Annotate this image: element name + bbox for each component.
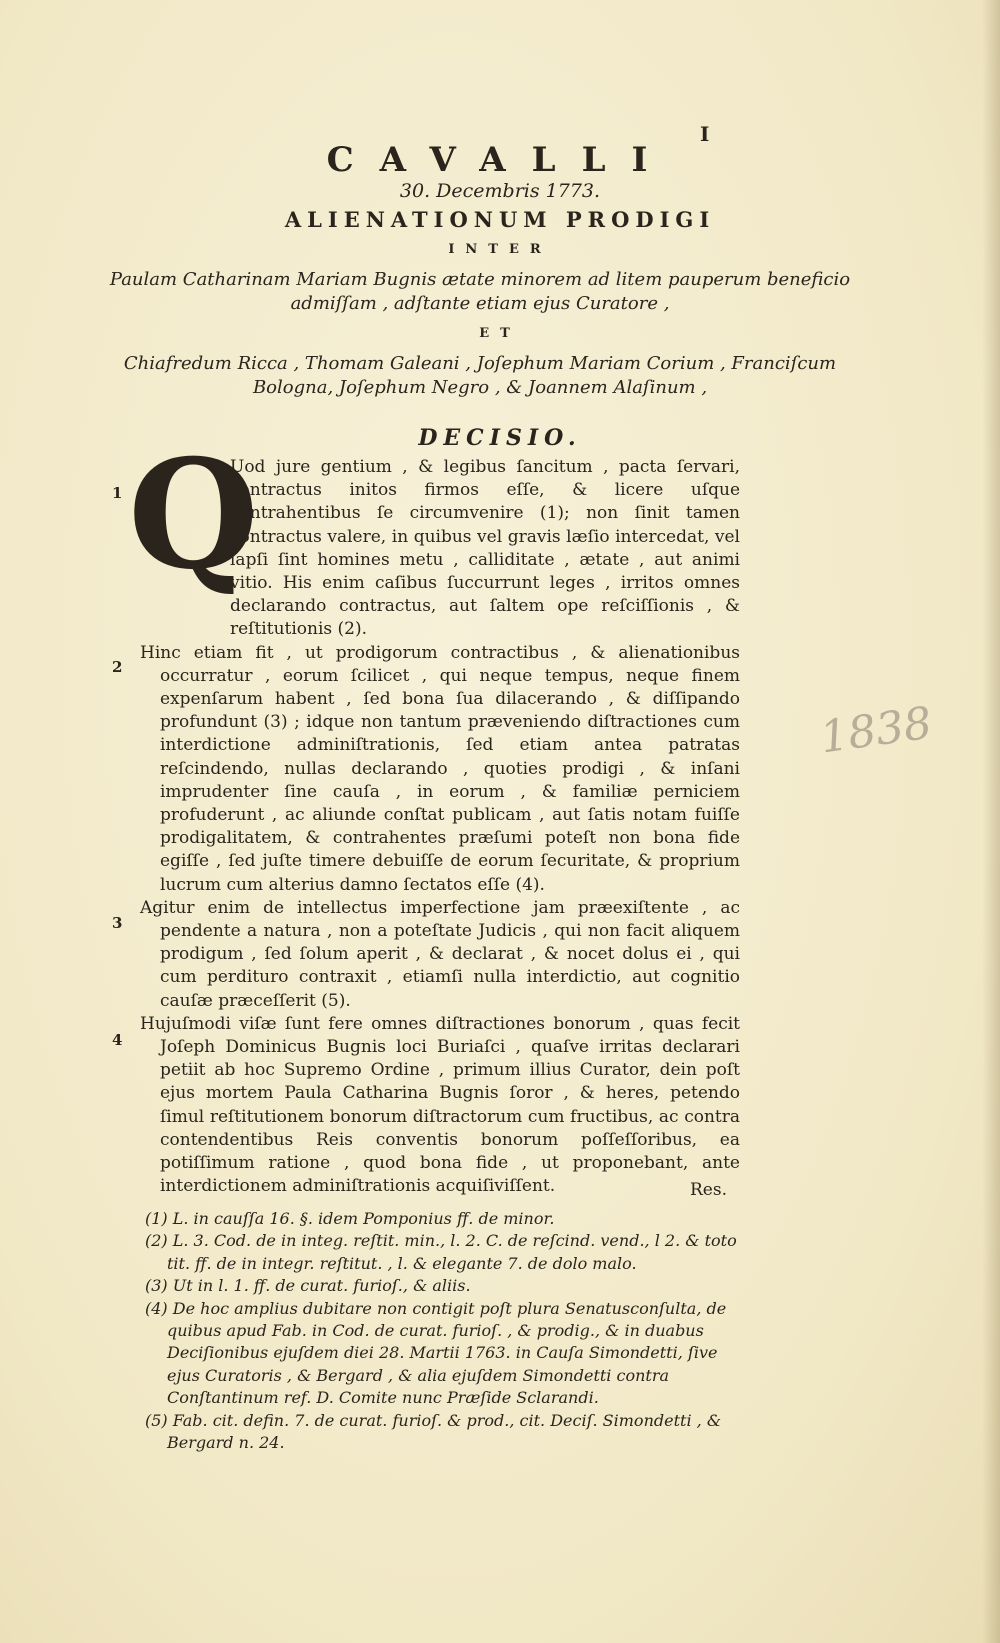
- paragraph-3: Agitur enim de intellectus imperfectione jam præexiſtente , ac pendente a natura , non a poteſtate Judicis , qui non facit aliquem prodigum , ſed ſolum aperit , & declarat , & nocet dolus ei , qui cum perdituro contraxit , etiamſi nulla interdictio, aut cognitio cauſæ præceſſerit (5).: [140, 897, 740, 1011]
- decisio-heading: DECISIO.: [418, 425, 582, 451]
- footnote-5: (5) Fab. cit. defin. 7. de curat. furioſ. & prod., cit. Deciſ. Simondetti , & Bergard n. 24.: [145, 1410, 722, 1453]
- footnote-4: (4) De hoc amplius dubitare non contigit poſt plura Senatusconſulta, de quibus apud Fab. in Cod. de curat. furioſ. , & prodig., & in duabus Deciſionibus ejuſdem diei 28. Martii 1763. in Cauſa Simondetti, ſive ejus Curatoris , & Bergard , & alia ejuſdem Simondetti contra Conſtantinum ref. D. Comite nunc Præſide Sclarandi.: [145, 1298, 727, 1408]
- paragraph-2: Hinc etiam fit , ut prodigorum contractibus , & alienationibus occurratur , eorum ſcilicet , qui neque tempus, neque finem expenſarum habent , ſed bona ſua dilacerando , & diſſipando profundunt (3) ; idque non tantum præveniendo diſtractiones cum interdictione adminiſtrationis, ſed etiam antea patratas reſcindendo, nullas declarando , quoties prodigi , & inſani imprudenter ſine cauſa , in eorum , & familiæ perniciem profuderunt , ac aliunde conſtat publicam , aut ſatis notam fuiſſe prodigalitatem, & contrahentes præſumi poteſt non bona fide egiſſe , ſed juſte timere debuiſſe de eorum ſecuritate, & proprium lucrum cum alterius damno ſectatos eſſe (4).: [140, 642, 740, 895]
- paragraph-1: Uod jure gentium , & legibus ſancitum , pacta ſervari, contractus initos firmos eſſe, & licere uſque contrahentibus ſe circumvenire (1); non ſinit tamen contractus valere, in quibus vel gravis læſio intercedat, vel lapſi ſint homines metu , calliditate , ætate , aut animi vitio. His enim caſibus ſuccurrunt leges , irritos omnes declarando contractus, aut ſaltem ope reſciſſionis , & reſtitutionis (2).: [230, 457, 740, 640]
- et-label: ET: [479, 326, 521, 341]
- footnote-3: (3) Ut in l. 1. ff. de curat. furioſ., & aliis.: [145, 1276, 471, 1296]
- footnote-2: (2) L. 3. Cod. de in integ. reſtit. min., l. 2. C. de reſcind. vend., l 2. & toto tit. ff. de in integr. reſtitut. , l. & elegante 7. de dolo malo.: [145, 1231, 737, 1273]
- decision-date: 30. Decembris 1773.: [399, 180, 601, 202]
- margin-number-1: 1: [112, 484, 123, 502]
- decision-body: [140, 456, 740, 1199]
- party-one: Paulam Catharinam Mariam Bugnis ætate minorem ad litem pauperum beneficio admiſſam , adſtante etiam ejus Curatore ,: [109, 269, 851, 314]
- footnote-1: (1) L. in cauſſa 16. §. idem Pomponius ff. de minor.: [145, 1209, 555, 1228]
- drop-cap: Q: [128, 427, 259, 603]
- paragraph-4: Hujuſmodi viſæ ſunt fere omnes diſtractiones bonorum , quas fecit Joſeph Dominicus Bugnis loci Buriaſci , quaſve irritas declarari petiit ab hoc Supremo Ordine , primum illius Curator, dein poſt ejus mortem Paula Catharina Bugnis ſoror , & heres, petendo ſimul reſtitutionem bonorum diſtractorum cum fructibus, ac contra contendentibus Reis conventis bonorum poſſeſſoribus, ea potiſſimum ratione , quod bona fide , ut proponebant, ante interdictionem adminiſtrationis acquiſiviſſent.: [140, 1013, 740, 1197]
- catchword: Res.: [690, 1180, 727, 1200]
- pencil-annotation: 1838: [816, 697, 935, 764]
- document-title: CAVALLI: [326, 140, 674, 180]
- margin-number-4: 4: [112, 1031, 123, 1049]
- party-two: Chiafredum Ricca , Thomam Galeani , Joſephum Mariam Corium , Franciſcum Bologna, Joſephum Negro , & Joannem Alaſinum ,: [123, 353, 837, 398]
- inter-label: INTER: [448, 242, 552, 257]
- margin-number-2: 2: [112, 658, 123, 676]
- margin-number-3: 3: [112, 914, 123, 932]
- footnotes: [145, 1208, 745, 1454]
- document-subtitle: ALIENATIONUM PRODIGI: [284, 207, 716, 232]
- page-mark: I: [700, 122, 710, 146]
